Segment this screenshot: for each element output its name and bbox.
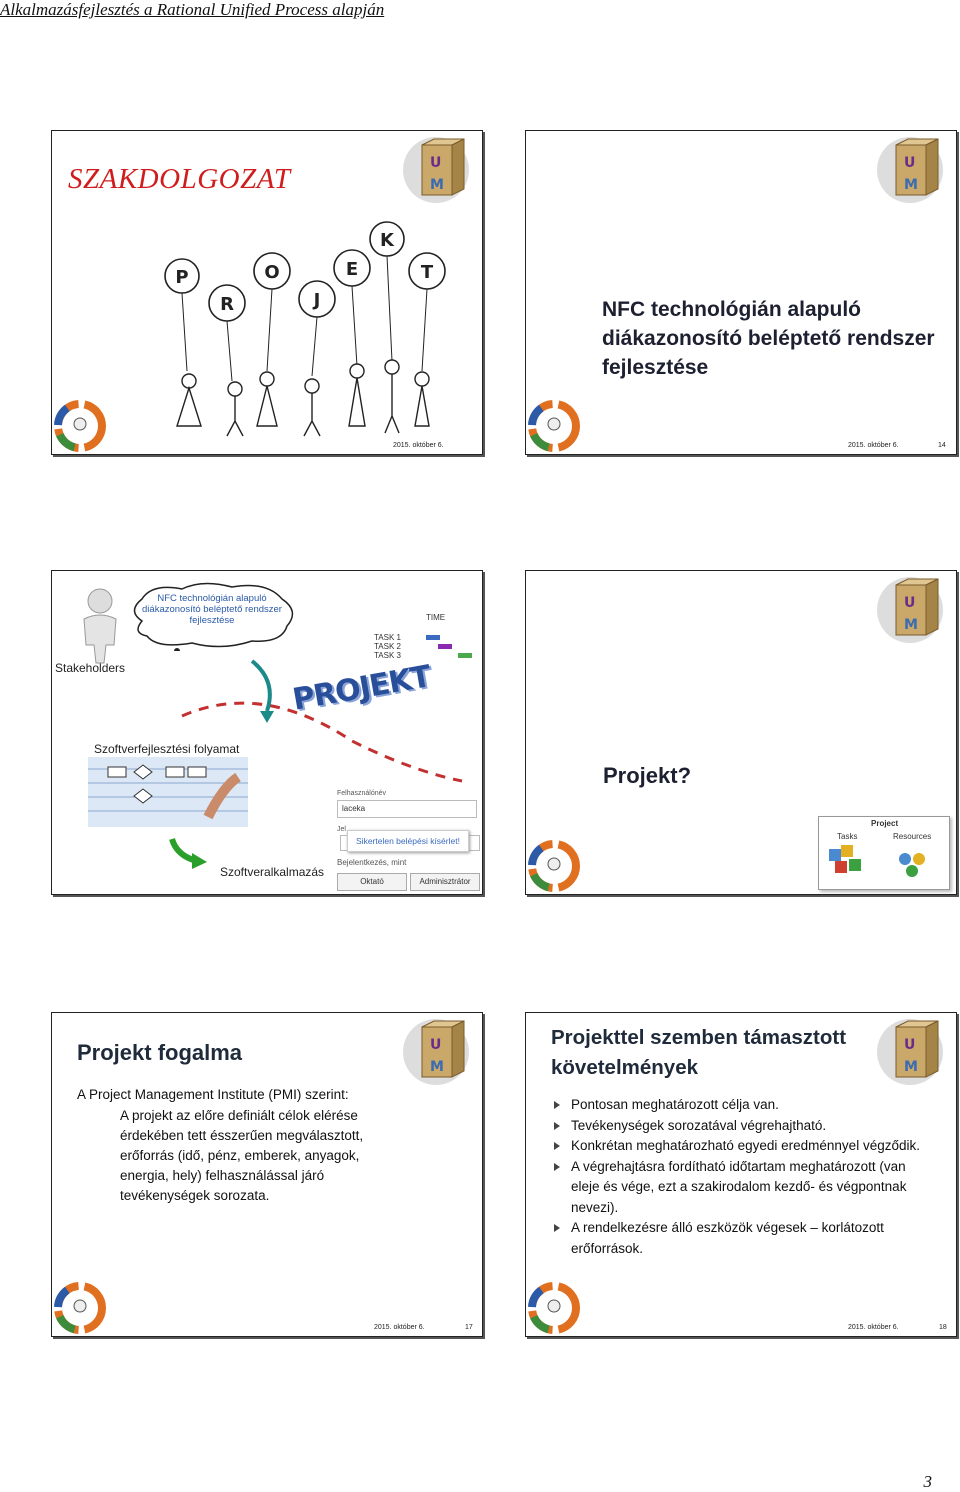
process-label: Szoftverfejlesztési folyamat xyxy=(94,742,240,756)
rup-cube-logo xyxy=(866,135,948,205)
diagram-shapes xyxy=(819,839,949,889)
rup-cube-logo xyxy=(866,1017,948,1087)
pmi-intro: A Project Management Institute (PMI) szerint: xyxy=(77,1087,349,1102)
slide-date: 2015. október 6. xyxy=(374,1324,425,1331)
slide-date: 2015. október 6. xyxy=(848,442,899,449)
rup-cycle-icon xyxy=(528,840,580,892)
rup-cube-logo xyxy=(866,575,948,645)
slide-14 xyxy=(51,130,483,455)
password-label: Jel xyxy=(337,826,346,833)
list-item: Pontosan meghatározott célja van. xyxy=(552,1095,932,1116)
projekt-3d-word: PROJEKT xyxy=(290,659,433,718)
stakeholders-label: Stakeholders xyxy=(55,661,126,675)
slide-number: 17 xyxy=(465,1324,473,1331)
balloon-letter: T xyxy=(420,262,434,283)
diagram-resources: Resources xyxy=(893,832,932,841)
gantt-time-label: TIME xyxy=(426,613,446,622)
rup-cube-logo xyxy=(392,135,474,205)
requirements-list xyxy=(552,1095,932,1259)
svg-text:M: M xyxy=(430,177,444,193)
svg-text:U: U xyxy=(904,595,916,611)
list-item: A rendelkezésre álló eszközök végesek – korlátozott erőforrások. xyxy=(552,1218,932,1259)
app-label: Szoftveralkalmazás xyxy=(220,865,325,879)
balloon-letter: E xyxy=(345,259,359,280)
slide-14-title-panel xyxy=(525,130,957,455)
slide-title xyxy=(551,1023,846,1083)
rup-cycle-icon xyxy=(54,1282,106,1334)
admin-login-button[interactable]: Adminisztrátor xyxy=(410,873,480,891)
svg-text:U: U xyxy=(904,1037,916,1053)
teacher-login-button[interactable]: Oktató xyxy=(337,873,407,891)
stakeholder-figure xyxy=(70,585,130,665)
definition-line: A projekt az előre definiált célok elérése xyxy=(120,1108,358,1123)
list-item: Tevékenységek sorozatával végrehajtható. xyxy=(552,1116,932,1137)
rup-cube-logo xyxy=(392,1017,474,1087)
login-as-label: Bejelentkezés, mint xyxy=(337,858,407,867)
slide-title: Projekt fogalma xyxy=(77,1040,243,1065)
svg-text:M: M xyxy=(430,1059,444,1075)
gantt-bar xyxy=(426,635,440,640)
slide-title: SZAKDOLGOZAT xyxy=(68,163,291,195)
thesis-title-line: fejlesztése xyxy=(602,356,709,379)
gantt-snippet xyxy=(374,611,482,671)
svg-text:U: U xyxy=(904,155,916,171)
username-field[interactable]: laceka xyxy=(337,800,477,818)
slide-title: Projekt? xyxy=(603,763,692,788)
title-line: követelmények xyxy=(551,1056,699,1079)
thesis-title-line: diákazonosító beléptető rendszer xyxy=(602,327,935,350)
definition-line: energia, hely) felhasználással járó xyxy=(120,1168,325,1183)
diagram-project: Project xyxy=(871,819,899,828)
definition-line: érdekében tett ésszerűen megválasztott, xyxy=(120,1128,364,1143)
slide-date: 2015. október 6. xyxy=(848,1324,899,1331)
slide-17 xyxy=(51,1012,483,1337)
cloud-text xyxy=(137,593,287,626)
diagram-tasks: Tasks xyxy=(837,832,858,841)
pmi-definition xyxy=(120,1106,363,1206)
slide-number: 14 xyxy=(938,442,946,449)
rup-cycle-icon xyxy=(528,400,580,452)
cloud-line: diákazonosító beléptető rendszer xyxy=(142,604,282,615)
cloud-line: NFC technológián alapuló xyxy=(157,593,267,604)
gantt-task: TASK 1 xyxy=(374,633,401,642)
cloud-line: fejlesztése xyxy=(189,615,235,626)
slide-15 xyxy=(51,570,483,895)
list-item: Konkrétan meghatározható egyedi eredménnyel végződik. xyxy=(552,1136,932,1157)
gantt-task: TASK 3 xyxy=(374,651,401,660)
page-number: 3 xyxy=(923,1472,932,1491)
slide-number: 18 xyxy=(939,1324,947,1331)
rup-cycle-icon xyxy=(54,400,106,452)
flowchart-image xyxy=(88,757,248,827)
definition-line: erőforrás (idő, pénz, emberek, anyagok, xyxy=(120,1148,360,1163)
slide-18 xyxy=(525,1012,957,1337)
balloon-letter: O xyxy=(264,262,280,283)
title-line: Projekttel szemben támasztott xyxy=(551,1026,847,1049)
balloon-letter: R xyxy=(220,294,234,315)
rup-cycle-icon xyxy=(528,1282,580,1334)
gantt-tasks xyxy=(374,633,401,660)
balloon-letter: J xyxy=(313,290,321,311)
definition-line: tevékenységek sorozata. xyxy=(120,1188,270,1203)
balloon-letter: P xyxy=(175,267,189,288)
gantt-bar xyxy=(458,653,472,658)
svg-text:M: M xyxy=(904,1059,918,1075)
slide-16 xyxy=(525,570,957,895)
project-balloons-illustration xyxy=(137,221,467,451)
svg-text:U: U xyxy=(430,1037,442,1053)
gantt-task: TASK 2 xyxy=(374,642,401,651)
svg-text:U: U xyxy=(430,155,442,171)
balloon-letter: K xyxy=(380,230,394,251)
slide-date: 2015. október 6. xyxy=(393,442,444,449)
login-error-toast: Sikertelen belépési kísérlet! xyxy=(347,830,469,852)
document-header: Alkalmazásfejlesztés a Rational Unified Process alapján xyxy=(0,0,385,19)
username-label: Felhasználónév xyxy=(337,790,387,797)
list-item: A végrehajtásra fordítható időtartam meghatározott (van eleje és vége, ezt a szakirodalom kezdő- és végpontnak nevezi). xyxy=(552,1157,932,1219)
project-diagram xyxy=(818,816,950,890)
svg-text:M: M xyxy=(904,177,918,193)
thesis-title-line: NFC technológián alapuló xyxy=(602,298,862,321)
gantt-bar xyxy=(438,644,452,649)
svg-text:M: M xyxy=(904,617,918,633)
thesis-title xyxy=(602,295,935,382)
